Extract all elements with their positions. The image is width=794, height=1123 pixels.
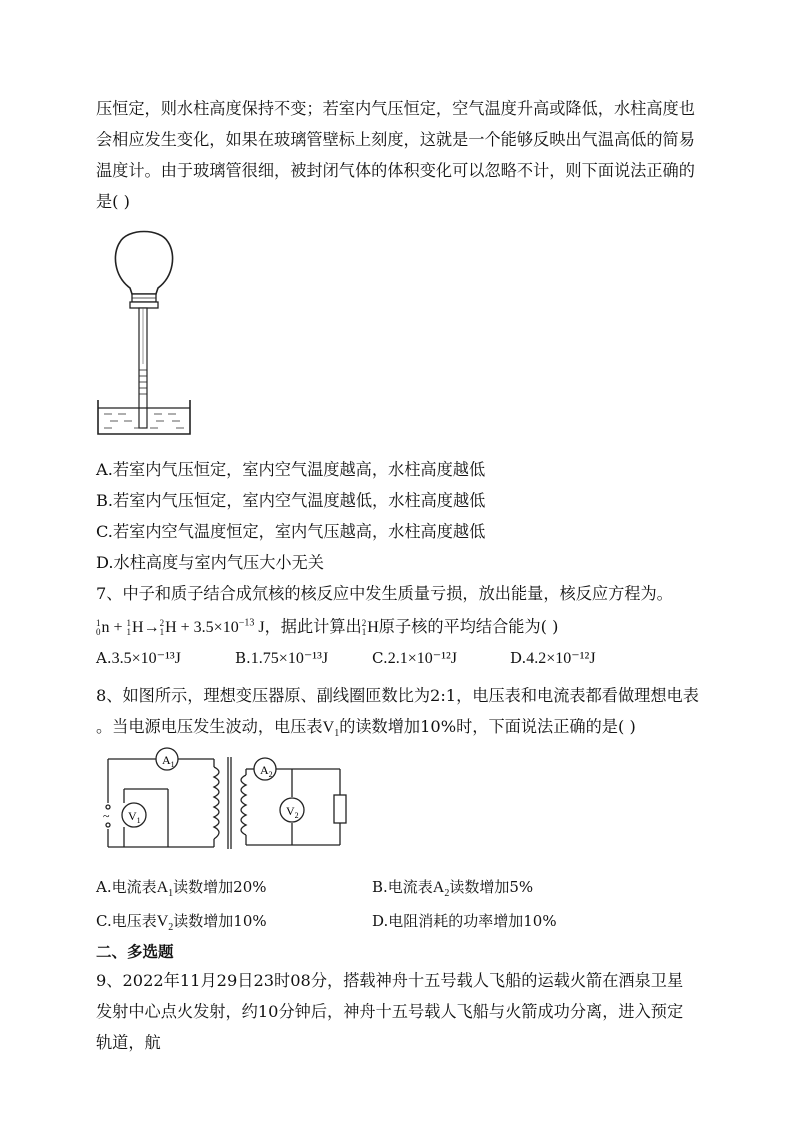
q7-equation-tail: ，据此计算出 [264,617,362,636]
nuclear-equation: 1 0 n + 1 1 H→ 2 1 $H + 3.5\times 10^{-13}$ J [96,617,265,638]
question-8-stem-line2: 。当电源电压发生波动，电压表$V_1$的读数增加10%时，下面说法正确的是( ) [96,717,636,740]
voltmeter-v2-label: $V_2$ [286,804,299,820]
option-8a: A.电流表$A_1$读数增加20% [96,878,267,900]
bulb-thermometer-figure [94,224,194,438]
q7-equation-end: 原子核的平均结合能为( ) [378,617,559,636]
option-7b: B.1.75×10⁻¹³J [235,649,329,667]
option-7a: A.3.5×10⁻¹³J [96,649,181,667]
voltmeter-v1-label: $V_1$ [128,809,141,825]
ac-source-symbol: ~ [103,809,110,823]
option-6b: B.若室内气压恒定，室内空气温度越低，水柱高度越低 [96,491,486,510]
option-8b: B.电流表$A_2$读数增加5% [372,878,534,900]
question-9-stem: 9、2022年11月29日23时08分，搭载神舟十五号载人飞船的运载火箭在酒泉卫星发射中心点火发射，约10分钟后，神舟十五号载人飞船与火箭成功分离，进入预定轨道，航 [96,971,684,1052]
option-7c: C.2.1×10⁻¹²J [372,649,458,667]
transformer-circuit-figure [98,745,358,857]
ammeter-a2-label: $A_2$ [260,763,273,779]
q7-equation-line [96,613,558,637]
question-8-stem-line1: 8、如图所示，理想变压器原、副线圈匝数比为2:1，电压表和电流表都看做理想电表 [96,686,699,705]
option-6c: C.若室内空气温度恒定，室内气压越高，水柱高度越低 [96,522,486,541]
deuteron-symbol: 2 1 H [361,618,379,638]
option-7d: D.4.2×10⁻¹²J [510,649,596,667]
question-6-stem: 压恒定，则水柱高度保持不变；若室内气压恒定，空气温度升高或降低，水柱高度也会相应发生变化，如果在玻璃管壁标上刻度，这就是一个能够反映出气温高低的简易温度计。由于玻璃管很细，被封闭气体的体积变化可以忽略不计，则下面说法正确的是( ) [96,99,695,211]
option-6a: A.若室内气压恒定，室内空气温度越高，水柱高度越低 [96,460,486,479]
ammeter-a1-label: $A_1$ [162,753,175,769]
question-7-stem: 7、中子和质子结合成氘核的核反应中发生质量亏损，放出能量，核反应方程为。 [96,584,673,603]
option-8c: C.电压表$V_2$读数增加10% [96,912,267,934]
option-8d: D.电阻消耗的功率增加10% [372,912,557,930]
option-6d: D.水柱高度与室内气压大小无关 [96,553,324,572]
section-heading-multiple-choice: 二、多选题 [96,943,174,961]
